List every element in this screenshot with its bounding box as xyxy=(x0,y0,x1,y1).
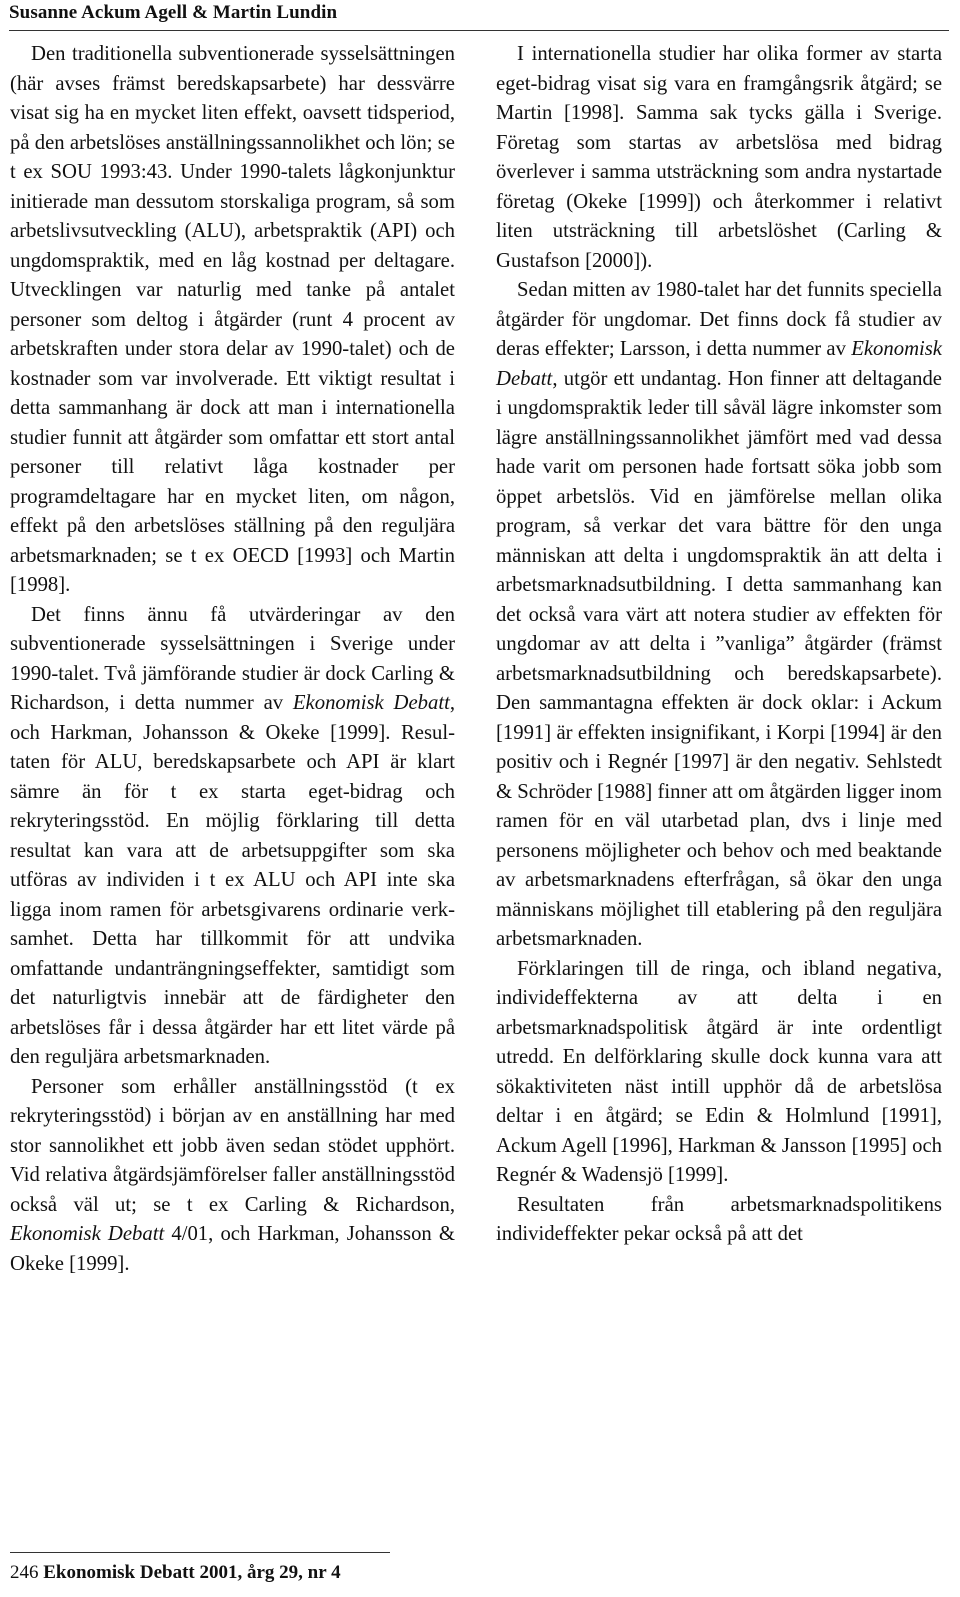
left-p2-text-b: , och Harkman, Johansson & Okeke [1999]. Resultaten för ALU, beredskapsarbete och API är klart sämre än för t ex starta eget-bidrag och rekryteringsstöd. En möjlig förklaring till detta resultat kan vara att de arbetsuppgifter som ska utföras av individen i t ex ALU och API inte ska ligga inom ramen för arbetsgivarens ordinarie verksamhet. Detta har tillkommit för att undvika omfattande undanträngningseffekter, samtidigt som det naturligtvis innebär att de färdigheter den arbetslöses får i dessa åtgärder har ett litet värde på den reguljära arbetsmarknaden. xyxy=(10,692,455,1068)
left-p2-text-a: Det finns ännu få utvärderingar av den subventionerade sysselsättningen i Sverige under 1990-talet. Två jämförande studier är dock Carling & Richardson, i detta nummer av xyxy=(10,603,455,714)
right-p2-text-a: Sedan mitten av 1980-talet har det funnits speciella åtgärder för ungdomar. Det finns dock få studier av deras effekter; Larsson, i detta nummer av xyxy=(496,279,942,360)
right-paragraph-3: Förklaringen till de ringa, och ibland negativa, individeffekterna av att delta i en arbetsmarknadspolitisk åtgärd är inte ordentligt utredd. En delförklaring skulle dock kunna vara att sökaktiviteten näst intill upphör då de arbetslösa deltar i en åtgärd; se Edin & Holmlund [1991], Ackum Agell [1996], Harkman & Jansson [1995] och Regnér & Wadensjö [1999]. xyxy=(496,957,942,1186)
right-p2-journal: Ekonomisk Debatt xyxy=(496,338,942,390)
running-header xyxy=(9,0,949,31)
right-column xyxy=(496,40,942,1250)
left-p3-text-b: 4/01, och Harkman, Johansson & Okeke [1999]. xyxy=(10,1223,456,1275)
footer-rule xyxy=(10,1552,390,1554)
left-p2-journal: Ekonomisk Debatt xyxy=(292,692,450,714)
right-p2-text-b: , utgör ett undantag. Hon finner att deltagande i ungdomspraktik leder till såväl lägre inkomster som lägre anställningssannolikhet jämfört med vad dessa hade varit om personen hade fortsatt söka jobb som öppet arbetslös. Vid en jämförelse mellan olika program, så verkar det vara bättre för den unga människan att delta i ungdomspraktik än att delta i arbetsmarknadsutbildning. I detta sammanhang kan det också vara värt att notera studier av effekten för ungdomar av att delta i ”vanliga” åtgärder (främst arbetsmarknadsutbildning och beredskapsarbete). Den sammantagna effekten är dock oklar: i Ackum [1991] är effekten insignifikant, i Korpi [1994] är den positiv och i Regnér [1997] är den negativ. Sehlstedt & Schröder [1988] finner att om åtgärden ligger inom ramen för en väl utarbetad plan, dvs i linje med personens möjligheter och behov och med beaktande av arbetsmarknadens efterfrågan, så ökar den unga människans möjlighet till etablering på den reguljära arbetsmarknaden. xyxy=(496,367,942,950)
left-paragraph-2 xyxy=(10,601,455,1073)
left-p3-text-a: Personer som erhåller anställningsstöd (t ex rekryteringsstöd) i början av en anställning har med stor sannolikhet ett jobb även sedan stödet upphört. Vid relativa åtgärdsjämförelser faller anställningsstöd också väl ut; se t ex Carling & Richardson, xyxy=(10,1075,455,1216)
right-paragraph-1: I internationella studier har olika former av starta eget-bidrag visat sig vara en framgångsrik åtgärd; se Martin [1998]. Samma sak tycks gälla i Sverige. Företag som startas av arbetslösa med bidrag överlever i samma utsträckning som andra nystartade företag (Okeke [1999]) och återkommer i relativt liten utsträckning till arbetslöshet (Carling & Gustafson [2000]). xyxy=(496,43,942,272)
header-authors: Susanne Ackum Agell & Martin Lundin xyxy=(9,2,338,23)
journal-issue: Ekonomisk Debatt 2001, årg 29, nr 4 xyxy=(43,1562,341,1583)
footer xyxy=(10,1562,341,1584)
left-p3-journal: Ekonomisk Debatt xyxy=(10,1223,165,1245)
right-paragraph-2 xyxy=(496,276,942,955)
right-paragraph-4: Resultaten från arbetsmarknadspolitikens individeffekter pekar också på att det xyxy=(496,1193,942,1245)
left-paragraph-1: Den traditionella subventionerade sysselsättningen (här avses främst beredskapsarbete) har dessvärre visat sig ha en mycket liten effekt, oavsett tidsperiod, på den arbetslöses anställningssannolikhet och lön; se t ex SOU 1993:43. Under 1990-talets lågkonjunktur initierade man dessutom storskaliga program, så som arbetslivsutveckling (ALU), arbetspraktik (API) och ungdomspraktik, med en låg kostnad per deltagare. Utvecklingen var naturlig med tanke på antalet personer som deltog i åtgärder (runt 4 procent av arbetskraften under stora delar av 1990-talet) och de kostnader som var involverade. Ett viktigt resultat i detta sammanhang är dock att man i internationella studier funnit att åtgärder som omfattar ett stort antal personer till relativt låga kostnader per programdeltagare har en mycket liten, om någon, effekt på den arbetslöses ställning på den reguljära arbetsmarknaden; se t ex OECD [1993] och Martin [1998]. xyxy=(10,43,455,596)
left-paragraph-3 xyxy=(10,1073,455,1280)
left-column xyxy=(10,40,455,1279)
page-number: 246 xyxy=(10,1562,39,1583)
